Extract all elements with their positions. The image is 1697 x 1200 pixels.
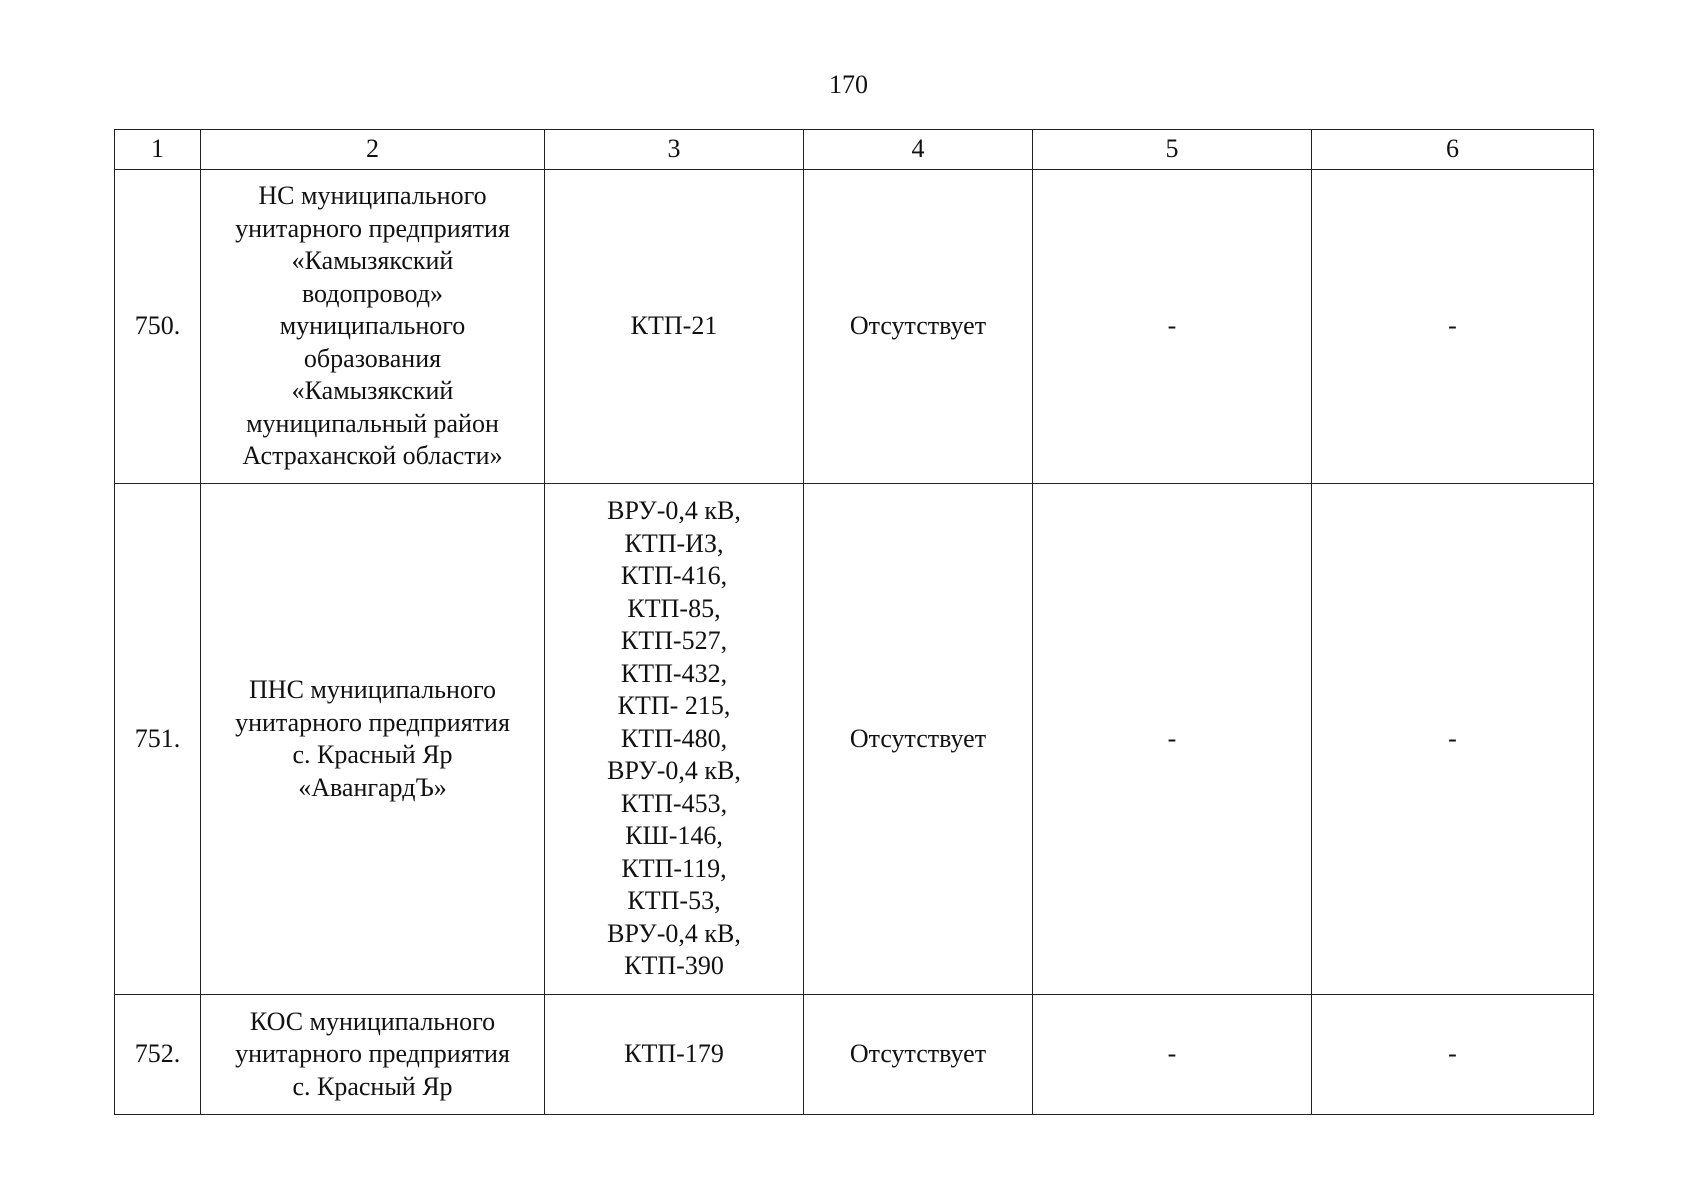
power-object-line: КТП-119, [621,853,727,883]
facility-name-line: образования [303,343,442,373]
power-object-line: КТП-527, [620,626,728,656]
col5-cell: - [1033,484,1312,995]
facility-name-cell [201,170,545,484]
facility-name-line: «Камызякский [291,246,454,276]
facility-name-line: муниципального [279,311,466,341]
power-object-line: ВРУ-0,4 кВ, [607,918,741,948]
header-cell-3: 3 [545,130,804,170]
facility-name-line: унитарного предприятия [235,707,510,737]
header-cell-1: 1 [115,130,201,170]
col4-cell: Отсутствует [804,484,1033,995]
facility-name-line: ПНС муниципального [249,675,496,704]
col5-cell: - [1033,995,1312,1115]
facility-name-cell [201,995,545,1115]
header-cell-4: 4 [804,130,1033,170]
power-object-line: КТП-453, [620,788,728,818]
power-objects-cell [545,170,804,484]
power-object-line: КТП-85, [627,593,721,623]
facility-name-line: НС муниципального [258,181,487,211]
power-object-line: КТП-416, [620,561,728,591]
facility-name-line: Астраханской области» [242,441,503,471]
facility-name-line: КОС муниципального [249,1006,496,1036]
facility-name-line: унитарного предприятия [235,1039,510,1069]
col6-cell: - [1312,170,1594,484]
data-table [114,129,1594,1115]
power-object-line: КТП-21 [630,311,718,341]
table-row [115,484,1594,995]
power-object-line: КТП-390 [624,951,724,981]
facility-name-line: с. Красный Яр [292,1071,453,1101]
facility-name-line: «АвангардЪ» [298,772,447,802]
power-object-line: КТП-53, [627,886,721,916]
row-number-cell: 750. [115,170,201,484]
power-object-line: КТП-ИЗ, [624,528,724,558]
col4-cell: Отсутствует [804,170,1033,484]
row-number-cell: 752. [115,995,201,1115]
power-object-line: ВРУ-0,4 кВ, [607,756,741,786]
power-object-line: КТП- 215, [617,691,731,721]
table-row [115,170,1594,484]
power-object-line: ВРУ-0,4 кВ, [607,496,741,526]
facility-name-cell [201,484,545,995]
facility-name-line: с. Красный Яр [292,740,453,769]
table-row [115,995,1594,1115]
row-number-cell: 751. [115,484,201,995]
power-object-line: КТП-432, [620,658,728,688]
table-header-row [115,130,1594,170]
col5-cell: - [1033,170,1312,484]
facility-name-line: муниципальный район [246,408,499,438]
power-objects-cell [545,484,804,995]
power-object-line: КШ-146, [625,821,723,851]
power-objects-cell [545,995,804,1115]
header-cell-2: 2 [201,130,545,170]
header-cell-5: 5 [1033,130,1312,170]
col4-cell: Отсутствует [804,995,1033,1115]
col6-cell: - [1312,484,1594,995]
facility-name-line: «Камызякский [291,376,454,406]
power-object-line: КТП-179 [624,1039,724,1069]
header-cell-6: 6 [1312,130,1594,170]
facility-name-line: водопровод» [301,278,444,308]
col6-cell: - [1312,995,1594,1115]
page-number: 170 [829,70,868,99]
power-object-line: КТП-480, [620,723,728,753]
facility-name-line: унитарного предприятия [235,213,510,243]
